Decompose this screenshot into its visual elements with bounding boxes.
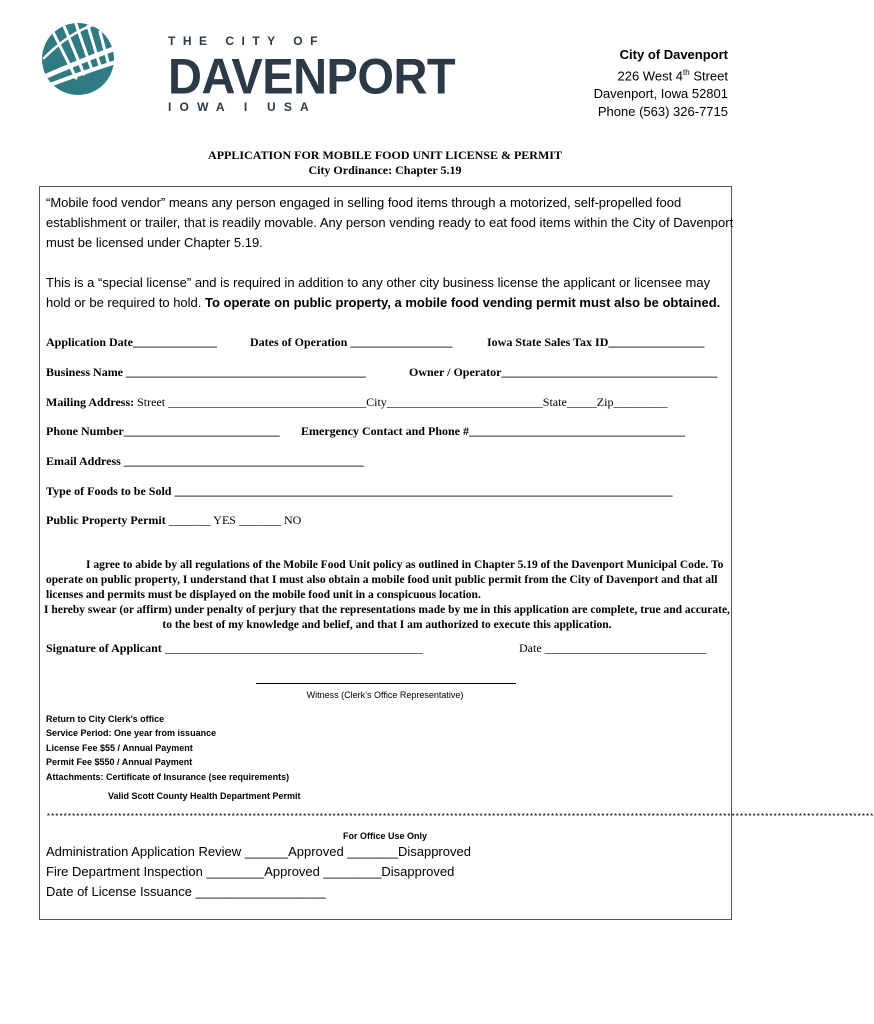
city-logo <box>40 18 456 114</box>
intro-definition: “Mobile food vendor” means any person engaged in selling food items through a motorized, self-propelled food establishment or trailer, that is readily movable. Any person vending ready to eat food items within the City of Davenport must be licensed under Chapter 5.19. <box>46 195 734 250</box>
email-address-field[interactable]: Email Address ________________________________________ <box>46 454 364 468</box>
sales-tax-id-field[interactable]: Iowa State Sales Tax ID________________ <box>487 335 705 349</box>
form-title: APPLICATION FOR MOBILE FOOD UNIT LICENSE & PERMIT <box>208 148 562 162</box>
public-property-permit-field[interactable]: Public Property Permit _______ YES _______ NO <box>46 513 302 527</box>
fire-inspection-field[interactable]: Fire Department Inspection ________Approved ________Disapproved <box>46 864 455 879</box>
logo-bottom-text: IOWA I USA <box>168 100 317 114</box>
dates-of-operation-field[interactable]: Dates of Operation _________________ <box>250 335 453 349</box>
perjury-statement: I hereby swear (or affirm) under penalty of perjury that the representations made by me in this application are complete, true and accurate, to the best of my knowledge and belief, and that I am authorized to execute this application. <box>44 604 730 631</box>
signature-date-field[interactable]: Date ___________________________ <box>519 641 707 655</box>
star-divider: ***************************************************************************************************************************************************************************************************** <box>46 813 874 822</box>
phone-number-field[interactable]: Phone Number__________________________ <box>46 424 280 438</box>
davenport-bridge-emblem-icon <box>40 18 120 100</box>
public-property-notice: To operate on public property, a mobile food vending permit must also be obtained. <box>205 295 721 310</box>
admin-review-field[interactable]: Administration Application Review ______Approved _______Disapproved <box>46 844 471 859</box>
application-date-field[interactable]: Application Date______________ <box>46 335 217 349</box>
owner-operator-field[interactable]: Owner / Operator____________________________________ <box>409 365 718 379</box>
city-locality: Davenport, Iowa 52801 <box>593 86 728 102</box>
witness-label: Witness (Clerk’s Office Representative) <box>306 690 464 700</box>
signature-field[interactable]: Signature of Applicant ___________________________________________ <box>46 641 423 655</box>
attachments: Attachments: Certificate of Insurance (see requirements) <box>46 772 290 782</box>
logo-top-text: THE CITY OF <box>168 34 325 48</box>
witness-signature-line[interactable] <box>256 683 516 684</box>
intro-special-license: This is a “special license” and is required in addition to any other city business license the applicant or licensee may hold or be required to hold. To operate on public property, a mobile food vending permit must also be obtained. <box>46 275 721 310</box>
city-address-block <box>594 46 728 121</box>
license-fee: License Fee $55 / Annual Payment <box>46 743 193 753</box>
business-name-field[interactable]: Business Name ________________________________________ <box>46 365 367 379</box>
logo-main-text: DAVENPORT <box>168 47 456 105</box>
type-of-foods-field[interactable]: Type of Foods to be Sold ___________________________________________________________________________________ <box>46 484 673 498</box>
license-issuance-date-field[interactable]: Date of License Issuance __________________ <box>46 884 326 899</box>
mailing-address-field[interactable]: Mailing Address: Street _________________________________City__________________________State_____Zip_________ <box>46 395 668 409</box>
city-name: City of Davenport <box>619 47 728 62</box>
emergency-contact-field[interactable]: Emergency Contact and Phone #____________________________________ <box>301 424 685 438</box>
agreement-paragraph: I agree to abide by all regulations of the Mobile Food Unit policy as outlined in Chapter 5.19 of the Davenport Municipal Code. To operate on public property, I understand that I must also obtain a mobile food unit public permit from the City of Davenport and that all licenses and permits must be displayed on the mobile food unit in a conspicuous location. <box>46 559 724 601</box>
office-use-heading: For Office Use Only <box>342 831 428 841</box>
return-to-clerk: Return to City Clerk’s office <box>46 714 165 724</box>
city-phone: Phone (563) 326-7715 <box>597 104 728 120</box>
health-permit-requirement: Valid Scott County Health Department Permit <box>108 791 301 801</box>
city-street: 226 West 4th Street <box>617 68 728 84</box>
service-period: Service Period: One year from issuance <box>46 728 217 738</box>
agreement-text <box>44 558 730 633</box>
form-subtitle: City Ordinance: Chapter 5.19 <box>308 163 462 177</box>
permit-fee: Permit Fee $550 / Annual Payment <box>46 757 193 767</box>
